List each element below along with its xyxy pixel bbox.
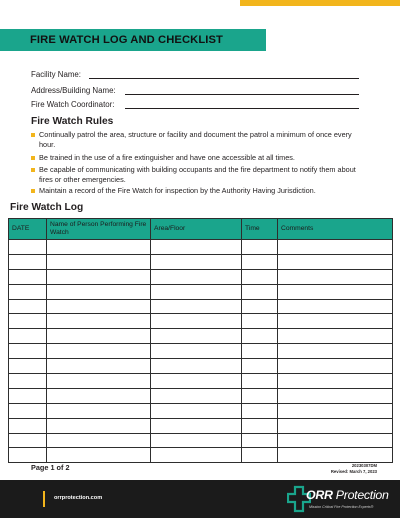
table-row	[9, 269, 393, 284]
rule-item	[31, 153, 366, 163]
table-cell[interactable]	[278, 314, 393, 329]
table-cell[interactable]	[47, 344, 151, 359]
page-title: FIRE WATCH LOG AND CHECKLIST	[30, 34, 223, 46]
page-number: Page 1 of 2	[31, 463, 70, 472]
table-cell[interactable]	[9, 433, 47, 448]
rule-text: Be capable of communicating with building occupants and the fire department to notify them about fires or other emergencies.	[39, 165, 356, 184]
table-cell[interactable]	[151, 329, 242, 344]
table-cell[interactable]	[47, 374, 151, 389]
table-cell[interactable]	[47, 448, 151, 463]
table-cell[interactable]	[9, 329, 47, 344]
log-heading: Fire Watch Log	[10, 202, 84, 213]
table-cell[interactable]	[9, 254, 47, 269]
facility-name-label: Facility Name:	[31, 70, 81, 79]
table-cell[interactable]	[242, 240, 278, 255]
footer-accent	[43, 491, 45, 507]
table-cell[interactable]	[242, 433, 278, 448]
table-cell[interactable]	[151, 269, 242, 284]
table-cell[interactable]	[47, 299, 151, 314]
column-header-area: Area/Floor	[151, 219, 242, 240]
table-cell[interactable]	[9, 299, 47, 314]
table-cell[interactable]	[242, 448, 278, 463]
column-header-time: Time	[242, 219, 278, 240]
table-row	[9, 448, 393, 463]
table-cell[interactable]	[278, 299, 393, 314]
table-cell[interactable]	[151, 284, 242, 299]
doc-code-text: 20230307DM	[351, 463, 377, 468]
table-row	[9, 433, 393, 448]
brand-logo: ORR Protection	[306, 488, 389, 502]
log-table-body	[9, 240, 393, 463]
column-header-date: DATE	[9, 219, 47, 240]
address-field[interactable]	[125, 94, 359, 95]
table-cell[interactable]	[47, 284, 151, 299]
table-cell[interactable]	[242, 418, 278, 433]
table-cell[interactable]	[242, 299, 278, 314]
table-cell[interactable]	[47, 433, 151, 448]
table-cell[interactable]	[151, 254, 242, 269]
table-cell[interactable]	[278, 329, 393, 344]
table-cell[interactable]	[47, 314, 151, 329]
bullet-icon	[31, 189, 35, 193]
address-label: Address/Building Name:	[31, 86, 116, 95]
table-cell[interactable]	[278, 284, 393, 299]
table-cell[interactable]	[278, 403, 393, 418]
table-header-row	[9, 219, 393, 240]
table-cell[interactable]	[242, 254, 278, 269]
table-cell[interactable]	[47, 359, 151, 374]
table-cell[interactable]	[9, 448, 47, 463]
table-cell[interactable]	[151, 433, 242, 448]
table-cell[interactable]	[47, 254, 151, 269]
table-cell[interactable]	[151, 418, 242, 433]
table-cell[interactable]	[9, 388, 47, 403]
table-cell[interactable]	[151, 388, 242, 403]
table-cell[interactable]	[278, 418, 393, 433]
brand-tagline: Mission Critical Fire Protection Experts®	[309, 505, 374, 509]
bullet-icon	[31, 133, 35, 137]
table-cell[interactable]	[9, 359, 47, 374]
rule-item	[31, 165, 366, 184]
table-cell[interactable]	[151, 403, 242, 418]
table-cell[interactable]	[47, 418, 151, 433]
table-cell[interactable]	[278, 433, 393, 448]
table-cell[interactable]	[242, 269, 278, 284]
table-cell[interactable]	[47, 388, 151, 403]
table-cell[interactable]	[9, 269, 47, 284]
table-row	[9, 418, 393, 433]
table-row	[9, 388, 393, 403]
facility-name-field[interactable]	[89, 78, 359, 79]
table-cell[interactable]	[278, 240, 393, 255]
table-row	[9, 299, 393, 314]
table-cell[interactable]	[242, 284, 278, 299]
table-cell[interactable]	[242, 314, 278, 329]
table-cell[interactable]	[278, 254, 393, 269]
table-row	[9, 374, 393, 389]
table-cell[interactable]	[242, 374, 278, 389]
table-cell[interactable]	[9, 403, 47, 418]
table-row	[9, 329, 393, 344]
table-cell[interactable]	[9, 344, 47, 359]
table-cell[interactable]	[278, 374, 393, 389]
table-row	[9, 240, 393, 255]
table-row	[9, 254, 393, 269]
top-accent-bar	[240, 0, 400, 6]
table-row	[9, 344, 393, 359]
table-cell[interactable]	[47, 269, 151, 284]
table-cell[interactable]	[151, 374, 242, 389]
table-cell[interactable]	[242, 403, 278, 418]
document-code	[331, 463, 377, 474]
table-cell[interactable]	[9, 418, 47, 433]
table-cell[interactable]	[151, 344, 242, 359]
column-header-comments: Comments	[278, 219, 393, 240]
revised-date: Revised: March 7, 2023	[330, 468, 377, 474]
rule-text: Maintain a record of the Fire Watch for inspection by the Authority Having Jurisdiction.	[39, 186, 316, 195]
rule-item	[31, 186, 366, 196]
footer-bar	[0, 480, 400, 518]
table-cell[interactable]	[9, 374, 47, 389]
table-row	[9, 284, 393, 299]
table-cell[interactable]	[151, 314, 242, 329]
bullet-icon	[31, 156, 35, 160]
website-link[interactable]: orrprotection.com	[54, 495, 103, 501]
table-cell[interactable]	[278, 344, 393, 359]
coordinator-label: Fire Watch Coordinator:	[31, 100, 115, 109]
rule-item	[31, 130, 366, 149]
table-cell[interactable]	[242, 388, 278, 403]
rule-text: Continually patrol the area, structure or facility and document the patrol a minimum of once every hour.	[39, 130, 352, 149]
table-row	[9, 359, 393, 374]
table-cell[interactable]	[47, 403, 151, 418]
table-row	[9, 403, 393, 418]
table-cell[interactable]	[9, 314, 47, 329]
column-header-name: Name of Person Performing Fire Watch	[47, 219, 151, 240]
coordinator-field[interactable]	[125, 108, 359, 109]
rules-heading: Fire Watch Rules	[31, 116, 114, 127]
table-cell[interactable]	[151, 240, 242, 255]
table-cell[interactable]	[242, 329, 278, 344]
table-cell[interactable]	[278, 448, 393, 463]
table-cell[interactable]	[278, 359, 393, 374]
table-row	[9, 314, 393, 329]
table-cell[interactable]	[278, 388, 393, 403]
table-cell[interactable]	[242, 359, 278, 374]
table-cell[interactable]	[151, 448, 242, 463]
table-cell[interactable]	[278, 269, 393, 284]
table-cell[interactable]	[151, 359, 242, 374]
bullet-icon	[31, 168, 35, 172]
rule-text: Be trained in the use of a fire extinguisher and have one accessible at all times.	[39, 153, 295, 162]
table-cell[interactable]	[242, 344, 278, 359]
table-cell[interactable]	[9, 240, 47, 255]
table-cell[interactable]	[151, 299, 242, 314]
table-cell[interactable]	[9, 284, 47, 299]
table-cell[interactable]	[47, 240, 151, 255]
title-banner	[0, 29, 266, 51]
table-cell[interactable]	[47, 329, 151, 344]
fire-watch-log-table	[8, 218, 393, 463]
